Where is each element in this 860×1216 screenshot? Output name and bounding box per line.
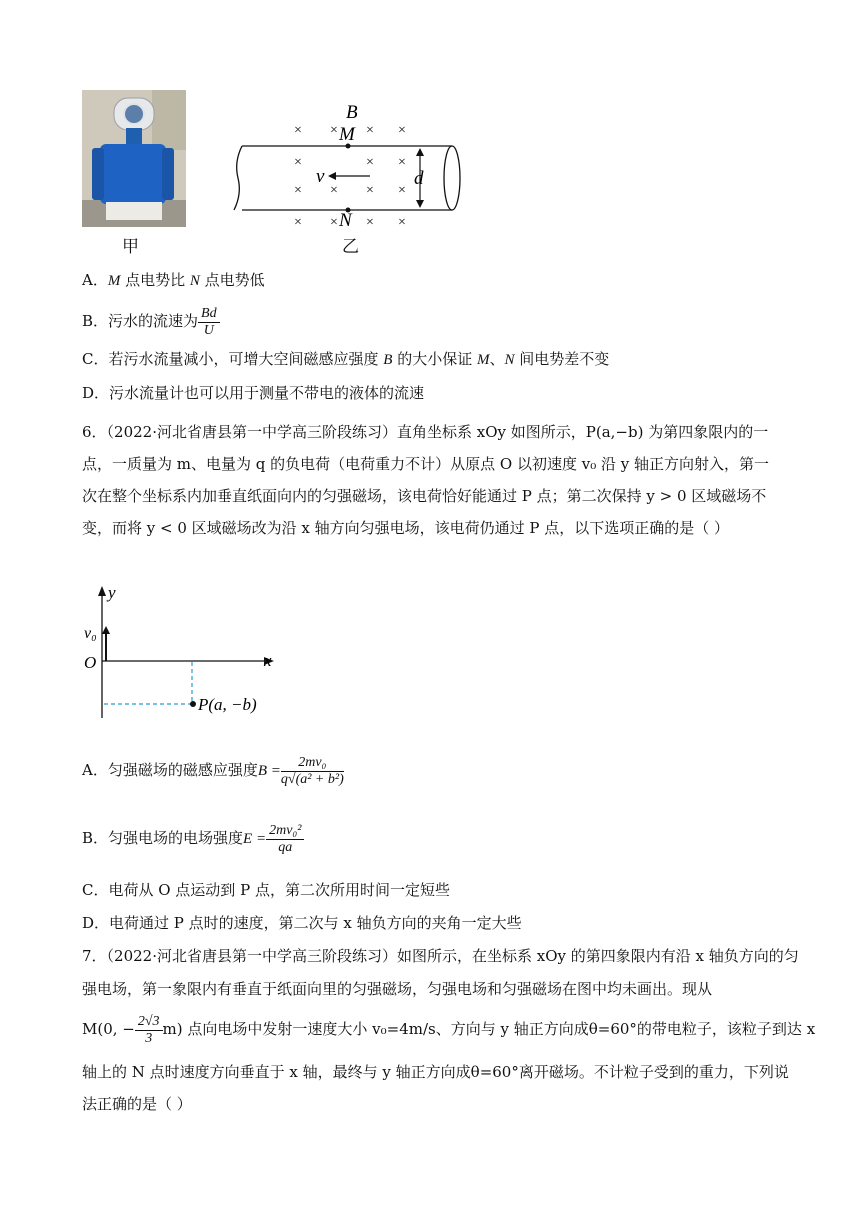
q6-option-d: D．电荷通过 P 点时的速度，第二次与 x 轴负方向的夹角一定大些 <box>82 914 522 932</box>
field-cross: × <box>294 215 302 230</box>
q7-line-5: 法正确的是（ ） <box>82 1095 192 1113</box>
field-cross: × <box>398 123 406 138</box>
field-cross: × <box>366 215 374 230</box>
field-cross: × <box>294 155 302 170</box>
diagram-caption: 乙 <box>342 237 359 257</box>
q7-line-3: M(0, − $\frac{2√3}{3}$ m) 点向电场中发射一速度大小 v₀=4m/s、方向与 y 轴正方向成θ=60°的带电粒子，该粒子到达 x <box>82 1013 816 1046</box>
q7-line-1: 7．（2022·河北省唐县第一中学高三阶段练习）如图所示，在坐标系 xOy 的第四象限内有沿 x 轴负方向的匀 <box>82 947 799 965</box>
axis-label-x: x <box>264 651 272 670</box>
field-cross: × <box>398 215 406 230</box>
label-b: B <box>346 102 358 123</box>
field-cross: × <box>294 123 302 138</box>
q5-option-a: A．M 点电势比 N 点电势低 <box>82 271 265 289</box>
field-cross: × <box>330 215 338 230</box>
q7-line-2: 强电场，第一象限内有垂直于纸面向里的匀强磁场，匀强电场和匀强磁场在图中均未画出。现从 <box>82 980 713 998</box>
q7-line-4: 轴上的 N 点时速度方向垂直于 x 轴，最终与 y 轴正方向成θ=60°离开磁场。不计粒子受到的重力，下列说 <box>82 1063 789 1081</box>
label-d: d <box>414 168 424 189</box>
field-cross: × <box>366 123 374 138</box>
q5-option-c: C．若污水流量减小，可增大空间磁感应强度 B 的大小保证 M、N 间电势差不变 <box>82 350 610 368</box>
field-cross: × <box>398 183 406 198</box>
origin-label: O <box>84 653 97 672</box>
label-m: M <box>339 124 355 145</box>
axis-label-y: y <box>108 583 116 602</box>
flowmeter-photo <box>82 90 186 227</box>
q6-option-a: A．匀强磁场的磁感应强度B = $\frac{\text{2mv₀}}{\text{q√(a² + b²)}}$ <box>82 754 344 787</box>
label-v: v <box>316 166 325 187</box>
field-cross: × <box>366 155 374 170</box>
label-n: N <box>339 210 352 231</box>
q6-option-b: B．匀强电场的电场强度E = $\frac{\text{2mv₀²}}{qa}$ <box>82 818 304 859</box>
q6-coordinate-graph <box>80 582 280 722</box>
q5-option-b: B．污水的流速为 $\frac{Bd}{U}$ <box>82 304 220 339</box>
photo-caption: 甲 <box>122 237 139 257</box>
point-p-label: P(a, −b) <box>198 695 257 714</box>
point-p <box>190 701 196 707</box>
q6-option-c: C．电荷从 O 点运动到 P 点，第二次所用时间一定短些 <box>82 881 450 899</box>
field-cross: × <box>398 155 406 170</box>
field-cross: × <box>294 183 302 198</box>
field-cross: × <box>330 183 338 198</box>
field-cross: × <box>330 123 338 138</box>
q5-option-d: D．污水流量计也可以用于测量不带电的液体的流速 <box>82 384 425 402</box>
q6-stem: 6．（2022·河北省唐县第一中学高三阶段练习）直角坐标系 xOy 如图所示，P(a,−b) 为第四象限内的一点，一质量为 m、电量为 q 的负电荷（电荷重力不计）从原点 O 以初速度 v₀ 沿 y 轴正方向射入，第一次在整个坐标系内加垂直纸面向内的匀强磁场，该电荷恰好能通过 P 点；第二次保持 y > 0 区域磁场不变，而将 y < 0 区域磁场改为沿 x 轴方向匀强电场，该电荷仍通过 P 点，以下选项正确的是（ ） <box>82 423 770 537</box>
velocity-label: v₀ <box>84 625 97 642</box>
field-cross: × <box>366 183 374 198</box>
